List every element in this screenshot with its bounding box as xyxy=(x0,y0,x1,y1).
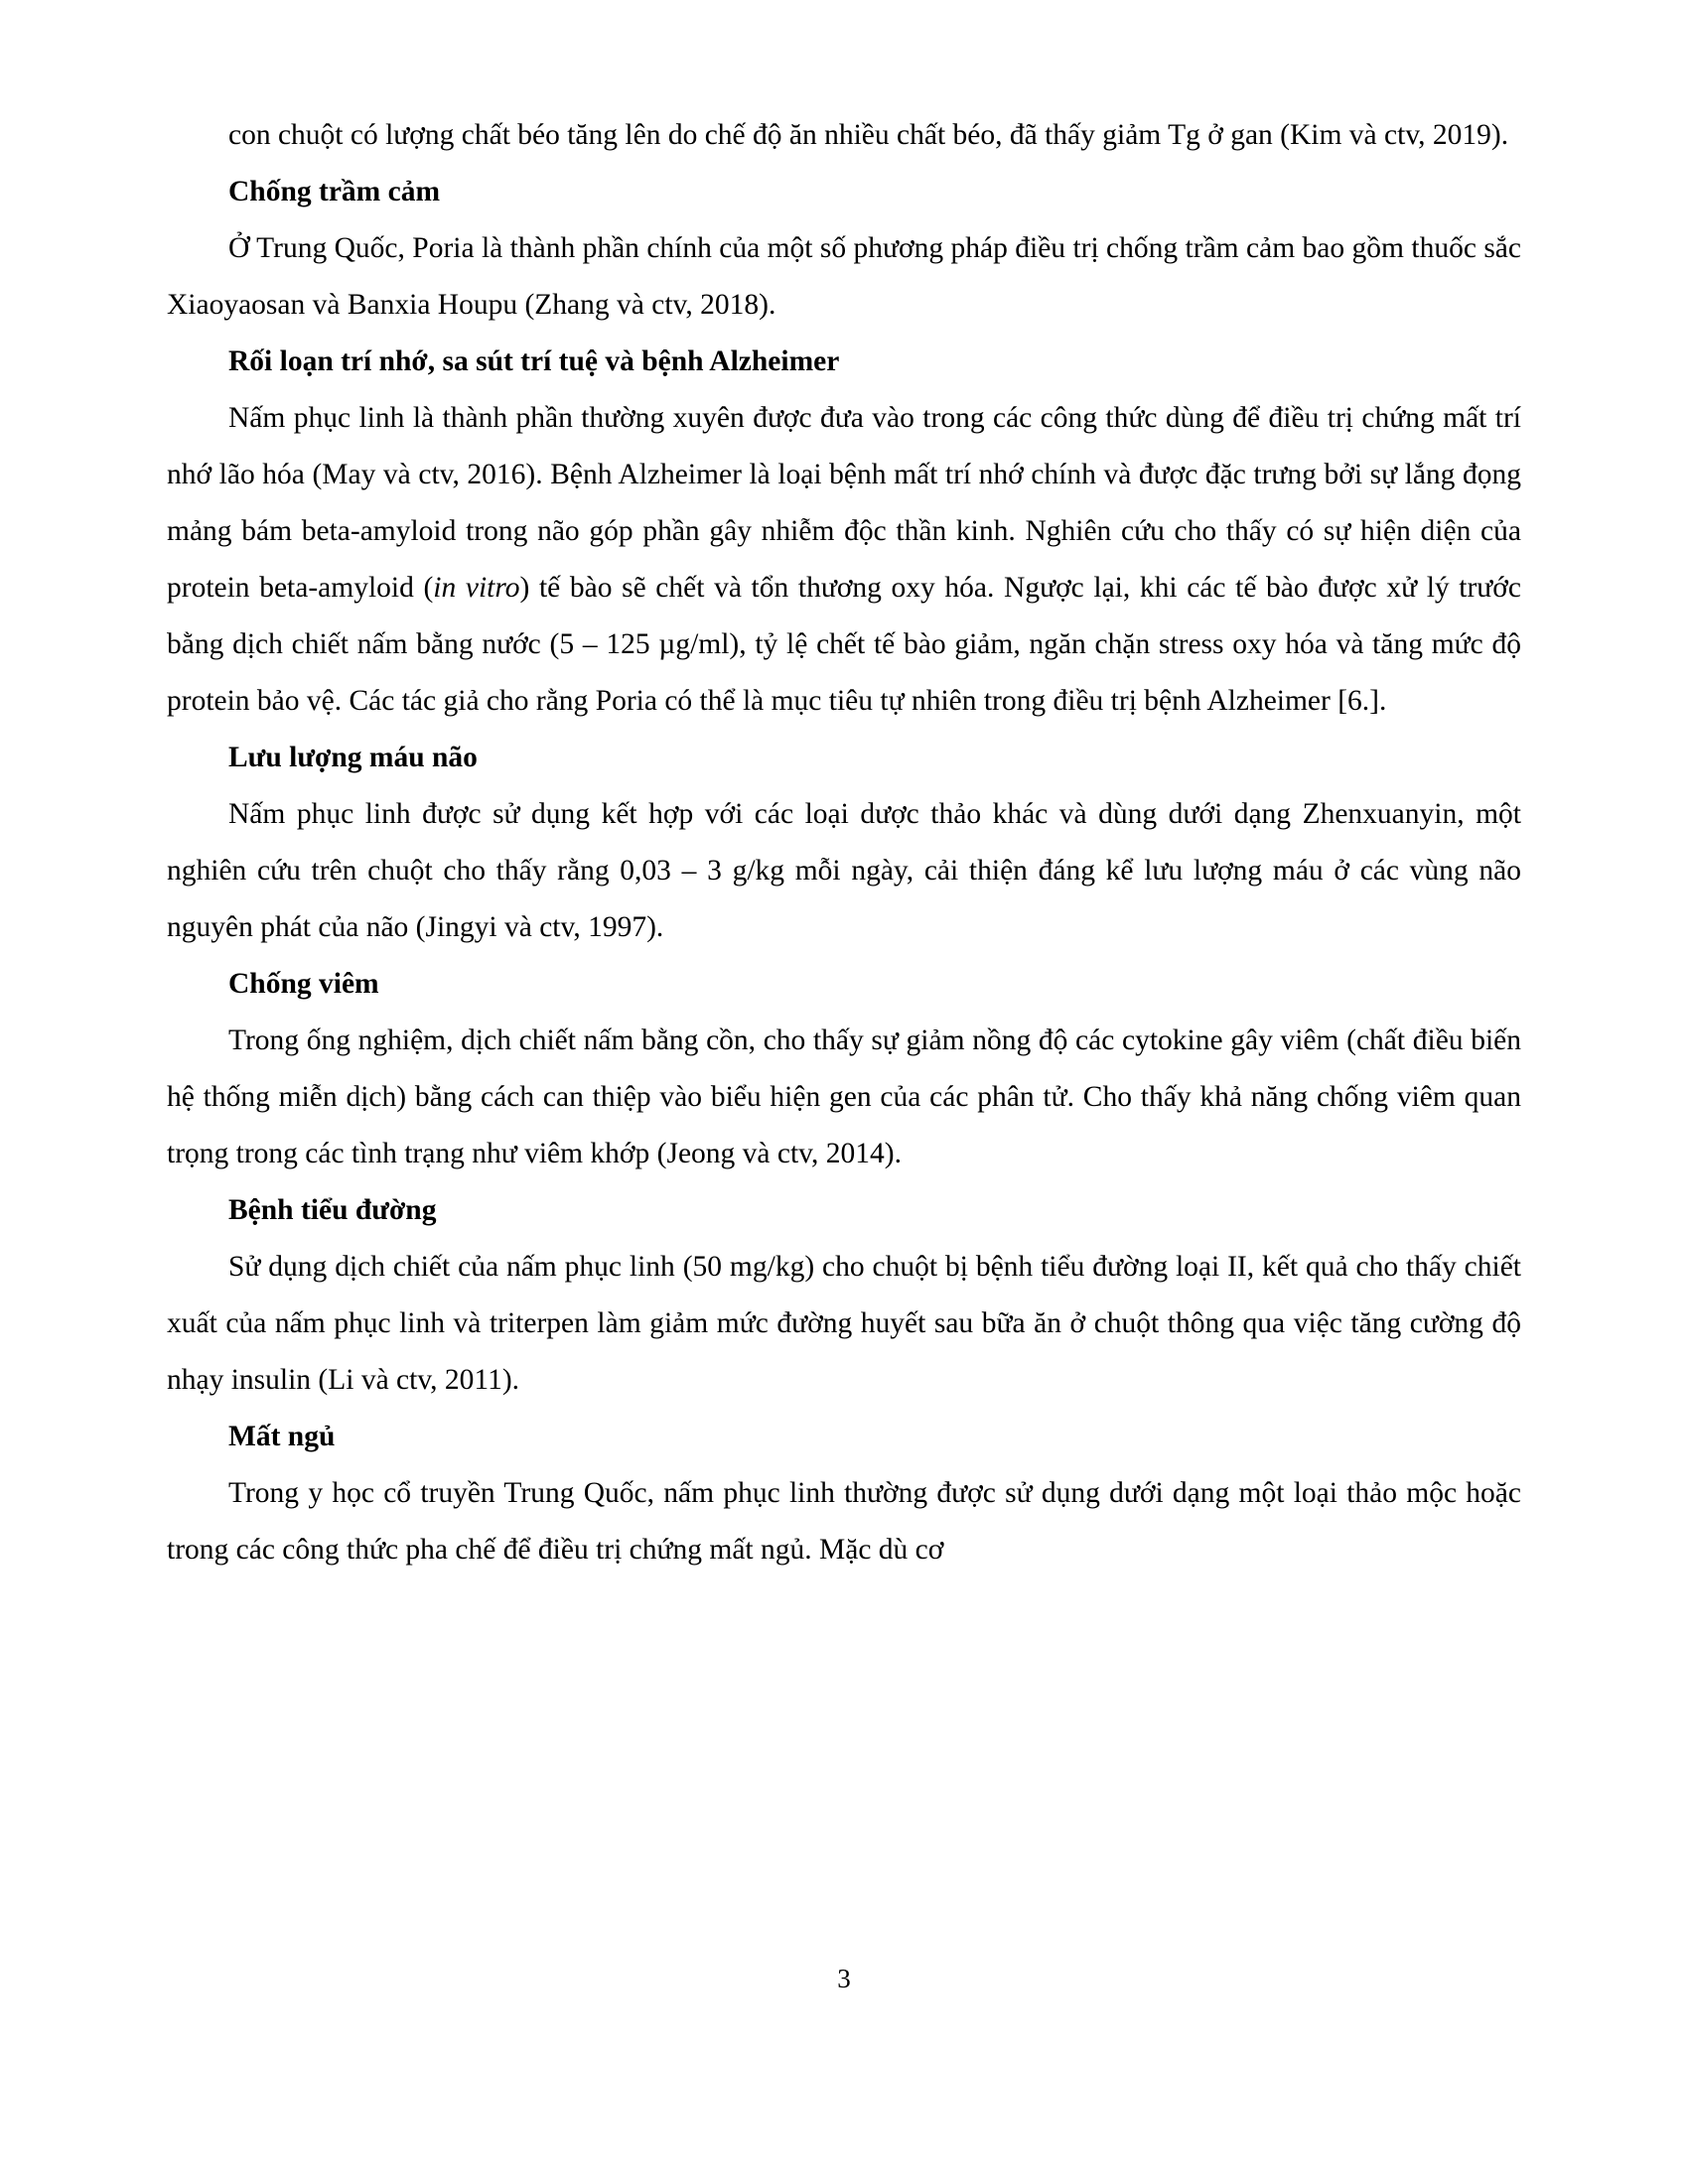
heading-chong-tram-cam: Chống trầm cảm xyxy=(228,176,441,207)
paragraph-intro: con chuột có lượng chất béo tăng lên do chế độ ăn nhiều chất béo, đã thấy giảm Tg ở gan (Kim và ctv, 2019). xyxy=(228,119,1509,151)
heading-roi-loan-tri-nho: Rối loạn trí nhớ, sa sút trí tuệ và bệnh Alzheimer xyxy=(228,345,840,377)
paragraph-text-before: Nấm phục linh là thành phần thường xuyên được đưa vào trong các công thức dùng để điều trị chứng mất trí nhớ lão hóa (May và ctv, 2016). Bệnh Alzheimer là loại bệnh mất trí nhớ chính và được đặc trưng bởi sự lắng đọng mảng bám beta-amyloid trong não góp phần gây nhiễm độc thần kinh. Nghiên cứu cho thấy có sự hiện diện của protein beta-amyloid ( xyxy=(167,402,1521,604)
heading-chong-viem: Chống viêm xyxy=(228,968,379,1000)
paragraph-mat-ngu: Trong y học cổ truyền Trung Quốc, nấm phục linh thường được sử dụng dưới dạng một loại thảo mộc hoặc trong các công thức pha chế để điều trị chứng mất ngủ. Mặc dù cơ xyxy=(167,1477,1521,1566)
paragraph-roi-loan-tri-nho xyxy=(167,390,1521,730)
heading-benh-tieu-duong: Bệnh tiểu đường xyxy=(228,1194,437,1226)
paragraph-chong-viem: Trong ống nghiệm, dịch chiết nấm bằng cồn, cho thấy sự giảm nồng độ các cytokine gây viêm (chất điều biến hệ thống miễn dịch) bằng cách can thiệp vào biểu hiện gen của các phân tử. Cho thấy khả năng chống viêm quan trọng trong các tình trạng như viêm khớp (Jeong và ctv, 2014). xyxy=(167,1024,1521,1169)
paragraph-text-after: ) tế bào sẽ chết và tổn thương oxy hóa. Ngược lại, khi các tế bào được xử lý trước bằng dịch chiết nấm bằng nước (5 – 125 µg/ml), tỷ lệ chết tế bào giảm, ngăn chặn stress oxy hóa và tăng mức độ protein bảo vệ. Các tác giả cho rằng Poria có thể là mục tiêu tự nhiên trong điều trị bệnh Alzheimer [6.]. xyxy=(167,572,1521,717)
heading-mat-ngu: Mất ngủ xyxy=(228,1421,336,1452)
paragraph-chong-tram-cam: Ở Trung Quốc, Poria là thành phần chính của một số phương pháp điều trị chống trầm cảm bao gồm thuốc sắc Xiaoyaosan và Banxia Houpu (Zhang và ctv, 2018). xyxy=(167,232,1521,321)
paragraph-luu-luong-mau-nao: Nấm phục linh được sử dụng kết hợp với các loại dược thảo khác và dùng dưới dạng Zhenxuanyin, một nghiên cứu trên chuột cho thấy rằng 0,03 – 3 g/kg mỗi ngày, cải thiện đáng kể lưu lượng máu ở các vùng não nguyên phát của não (Jingyi và ctv, 1997). xyxy=(167,798,1521,943)
paragraph-text-italic: in vitro xyxy=(433,572,520,604)
page-content xyxy=(167,107,1521,1578)
paragraph-benh-tieu-duong: Sử dụng dịch chiết của nấm phục linh (50 mg/kg) cho chuột bị bệnh tiểu đường loại II, kết quả cho thấy chiết xuất của nấm phục linh và triterpen làm giảm mức đường huyết sau bữa ăn ở chuột thông qua việc tăng cường độ nhạy insulin (Li và ctv, 2011). xyxy=(167,1251,1521,1396)
heading-luu-luong-mau-nao: Lưu lượng máu não xyxy=(228,742,478,773)
page-number: 3 xyxy=(837,1964,851,1993)
